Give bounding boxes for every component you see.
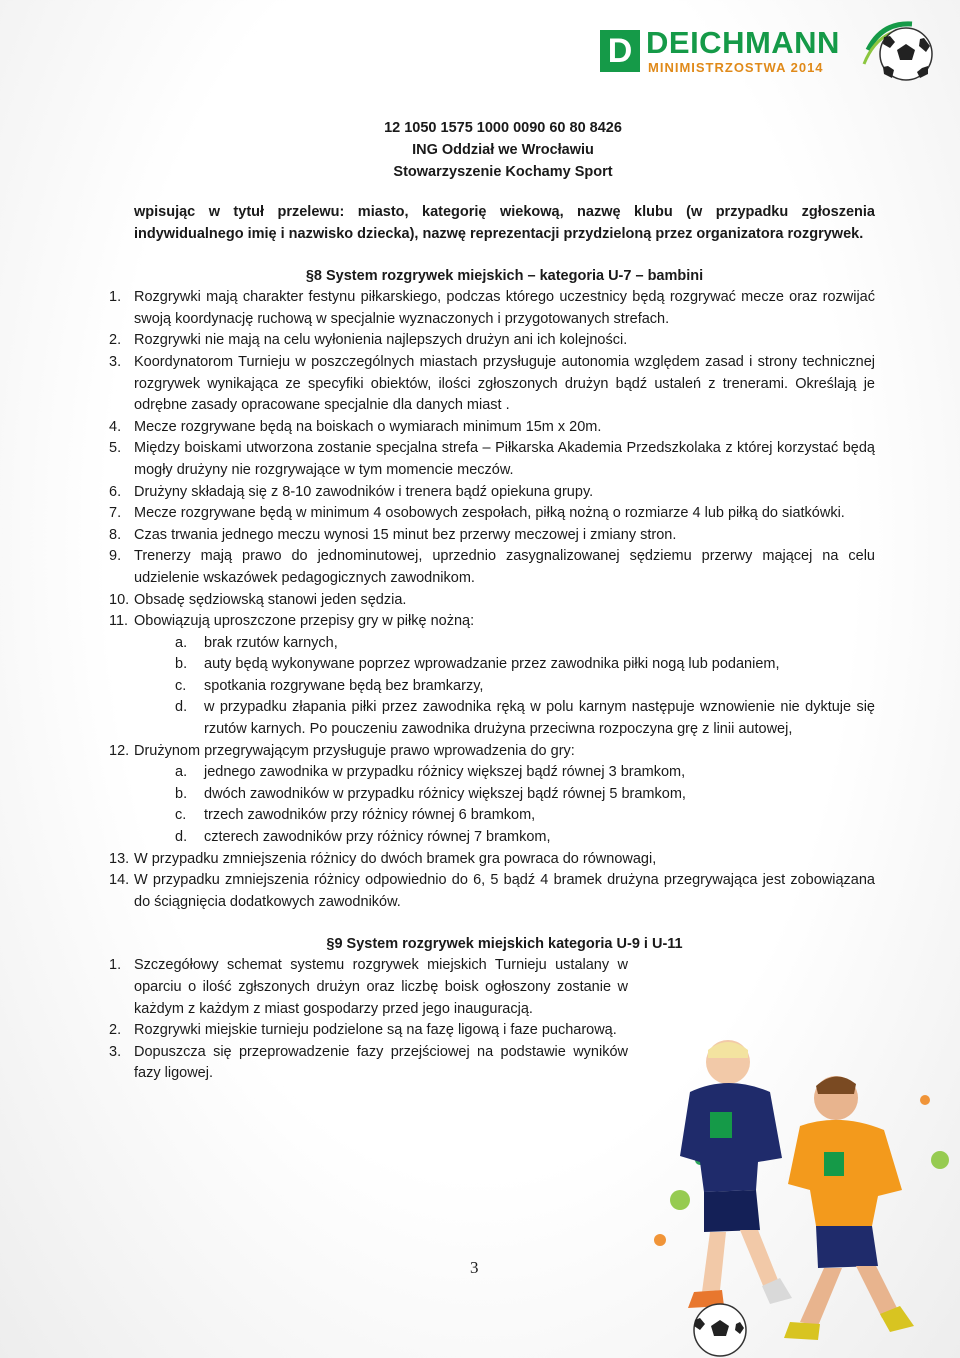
sub-item: d. czterech zawodników przy różnicy równej 7 bramkom, bbox=[175, 829, 551, 846]
deichmann-logo bbox=[600, 22, 940, 82]
logo-subtitle: MINIMISTRZOSTWA 2014 bbox=[648, 60, 824, 75]
players-photo bbox=[640, 1040, 960, 1358]
list-item: 1. Rozgrywki mają charakter festynu piłkarskiego, podczas którego uczestnicy będą rozgrywać mecze oraz rozwijać swoją koordynację ruchową w specjalnie wyznaczonych i przygotowanych strefach. bbox=[109, 289, 875, 327]
logo-name: DEICHMANN bbox=[646, 25, 840, 60]
sub-item: d. w przypadku złapania piłki przez zawodnika ręką w polu karnym następuje wznowienie nie dyktuje się rzutów karnych. Po pouczeniu zawodnika drużyna przeciwna rozpoczyna grę z linii autowej, bbox=[175, 699, 875, 738]
list-item: 7. Mecze rozgrywane będą w minimum 4 osobowych zespołach, piłką nożną o rozmiarze 4 lub piłką do siatkówki. bbox=[109, 505, 845, 522]
sub-item: c. trzech zawodników przy różnicy równej 6 bramkom, bbox=[175, 807, 536, 824]
sub-item: a. brak rzutów karnych, bbox=[175, 634, 338, 651]
transfer-instructions: wpisując w tytuł przelewu: miasto, kategorię wiekową, nazwę klubu (w przypadku zgłoszenia indywidualnego imię i nazwisko dziecka), nazwę reprezentacji przydzieloną przez organizatora rozgrywek. bbox=[134, 204, 875, 242]
list-item: 4. Mecze rozgrywane będą na boiskach o wymiarach minimum 15m x 20m. bbox=[109, 418, 602, 435]
section-8-title: §8 System rozgrywek miejskich – kategoria U-7 – bambini bbox=[305, 268, 704, 285]
list-item: 9. Trenerzy mają prawo do jednominutowej, uprzednio zasygnalizowanej sędziemu przerwy mającej na celu udzielenie wskazówek pedagogicznych zawodnikom. bbox=[109, 548, 875, 586]
list-item: 2. Rozgrywki nie mają na celu wyłonienia najlepszych drużyn ani ich kolejności. bbox=[109, 332, 628, 349]
list-item: 3. Dopuszcza się przeprowadzenie fazy przejściowej na podstawie wyników fazy ligowej. bbox=[109, 1043, 628, 1082]
document-body bbox=[109, 202, 875, 1085]
sub-item: c. spotkania rozgrywane będą bez bramkarzy, bbox=[175, 677, 484, 694]
page-number: 3 bbox=[470, 1258, 479, 1277]
list-item: 6. Drużyny składają się z 8-10 zawodników i trenera bądź opiekuna grupy. bbox=[109, 483, 594, 500]
section-8-list bbox=[109, 287, 875, 913]
list-item: 8. Czas trwania jednego meczu wynosi 15 minut bez przerwy meczowej i zmiany stron. bbox=[109, 526, 677, 543]
section-9-list bbox=[109, 955, 628, 1085]
logo-d-mark: D bbox=[600, 30, 640, 72]
list-item: 5. Między boiskami utworzona zostanie specjalna strefa – Piłkarska Akademia Przedszkolaka z której korzystać będą mogły drużyny nie rozgrywające w tym momencie meczów. bbox=[109, 440, 875, 478]
list-item: 1. Szczegółowy schemat systemu rozgrywek miejskich Turnieju ustalany w oparciu o ilość zgłszonych drużyn oraz liczbę boisk ogłoszony zostanie w każdym z każdym z miast gospodarzy przed jego inauguracją. bbox=[109, 957, 628, 1017]
sub-item: a. jednego zawodnika w przypadku różnicy większej bądź równej 3 bramkom, bbox=[175, 764, 686, 781]
soccer-ball-icon bbox=[862, 20, 936, 86]
bank-details bbox=[0, 117, 960, 183]
list-item: 12. Drużynom przegrywającym przysługuje prawo wprowadzenia do gry: bbox=[109, 742, 575, 759]
section-9-title: §9 System rozgrywek miejskich kategoria U-9 i U-11 bbox=[326, 936, 683, 953]
list-item: 13. W przypadku zmniejszenia różnicy do dwóch bramek gra powraca do równowagi, bbox=[109, 850, 657, 867]
list-item: 11. Obowiązują uproszczone przepisy gry w piłkę nożną: bbox=[109, 613, 475, 630]
bank-name: ING Oddział we Wrocławiu bbox=[412, 142, 594, 158]
list-item: 3. Koordynatorom Turnieju w poszczególnych miastach przysługuje autonomia względem zasad i strony technicznej rozgrywek wynikająca ze specyfiki obiektów, ilości zgłoszonych drużyn bądź ustaleń z trenerami. Określają je odrębne zasady opracowane specjalnie dla danych miast . bbox=[109, 353, 875, 414]
sub-item: b. dwóch zawodników w przypadku różnicy większej bądź równej 5 bramkom, bbox=[175, 785, 686, 802]
account-number: 12 1050 1575 1000 0090 60 80 8426 bbox=[384, 120, 622, 136]
organization-name: Stowarzyszenie Kochamy Sport bbox=[393, 164, 613, 180]
sub-item: b. auty będą wykonywane poprzez wprowadzanie przez zawodnika piłki nogą lub podaniem, bbox=[175, 656, 780, 673]
list-item: 10. Obsadę sędziowską stanowi jeden sędzia. bbox=[109, 591, 407, 608]
list-item: 14. W przypadku zmniejszenia różnicy odpowiednio do 6, 5 bądź 4 bramek drużyna przegrywająca jest zobowiązana do ściągnięcia dodatkowych zawodników. bbox=[109, 872, 875, 910]
list-item: 2. Rozgrywki miejskie turnieju podzielone są na fazę ligową i faze pucharową. bbox=[109, 1022, 617, 1039]
